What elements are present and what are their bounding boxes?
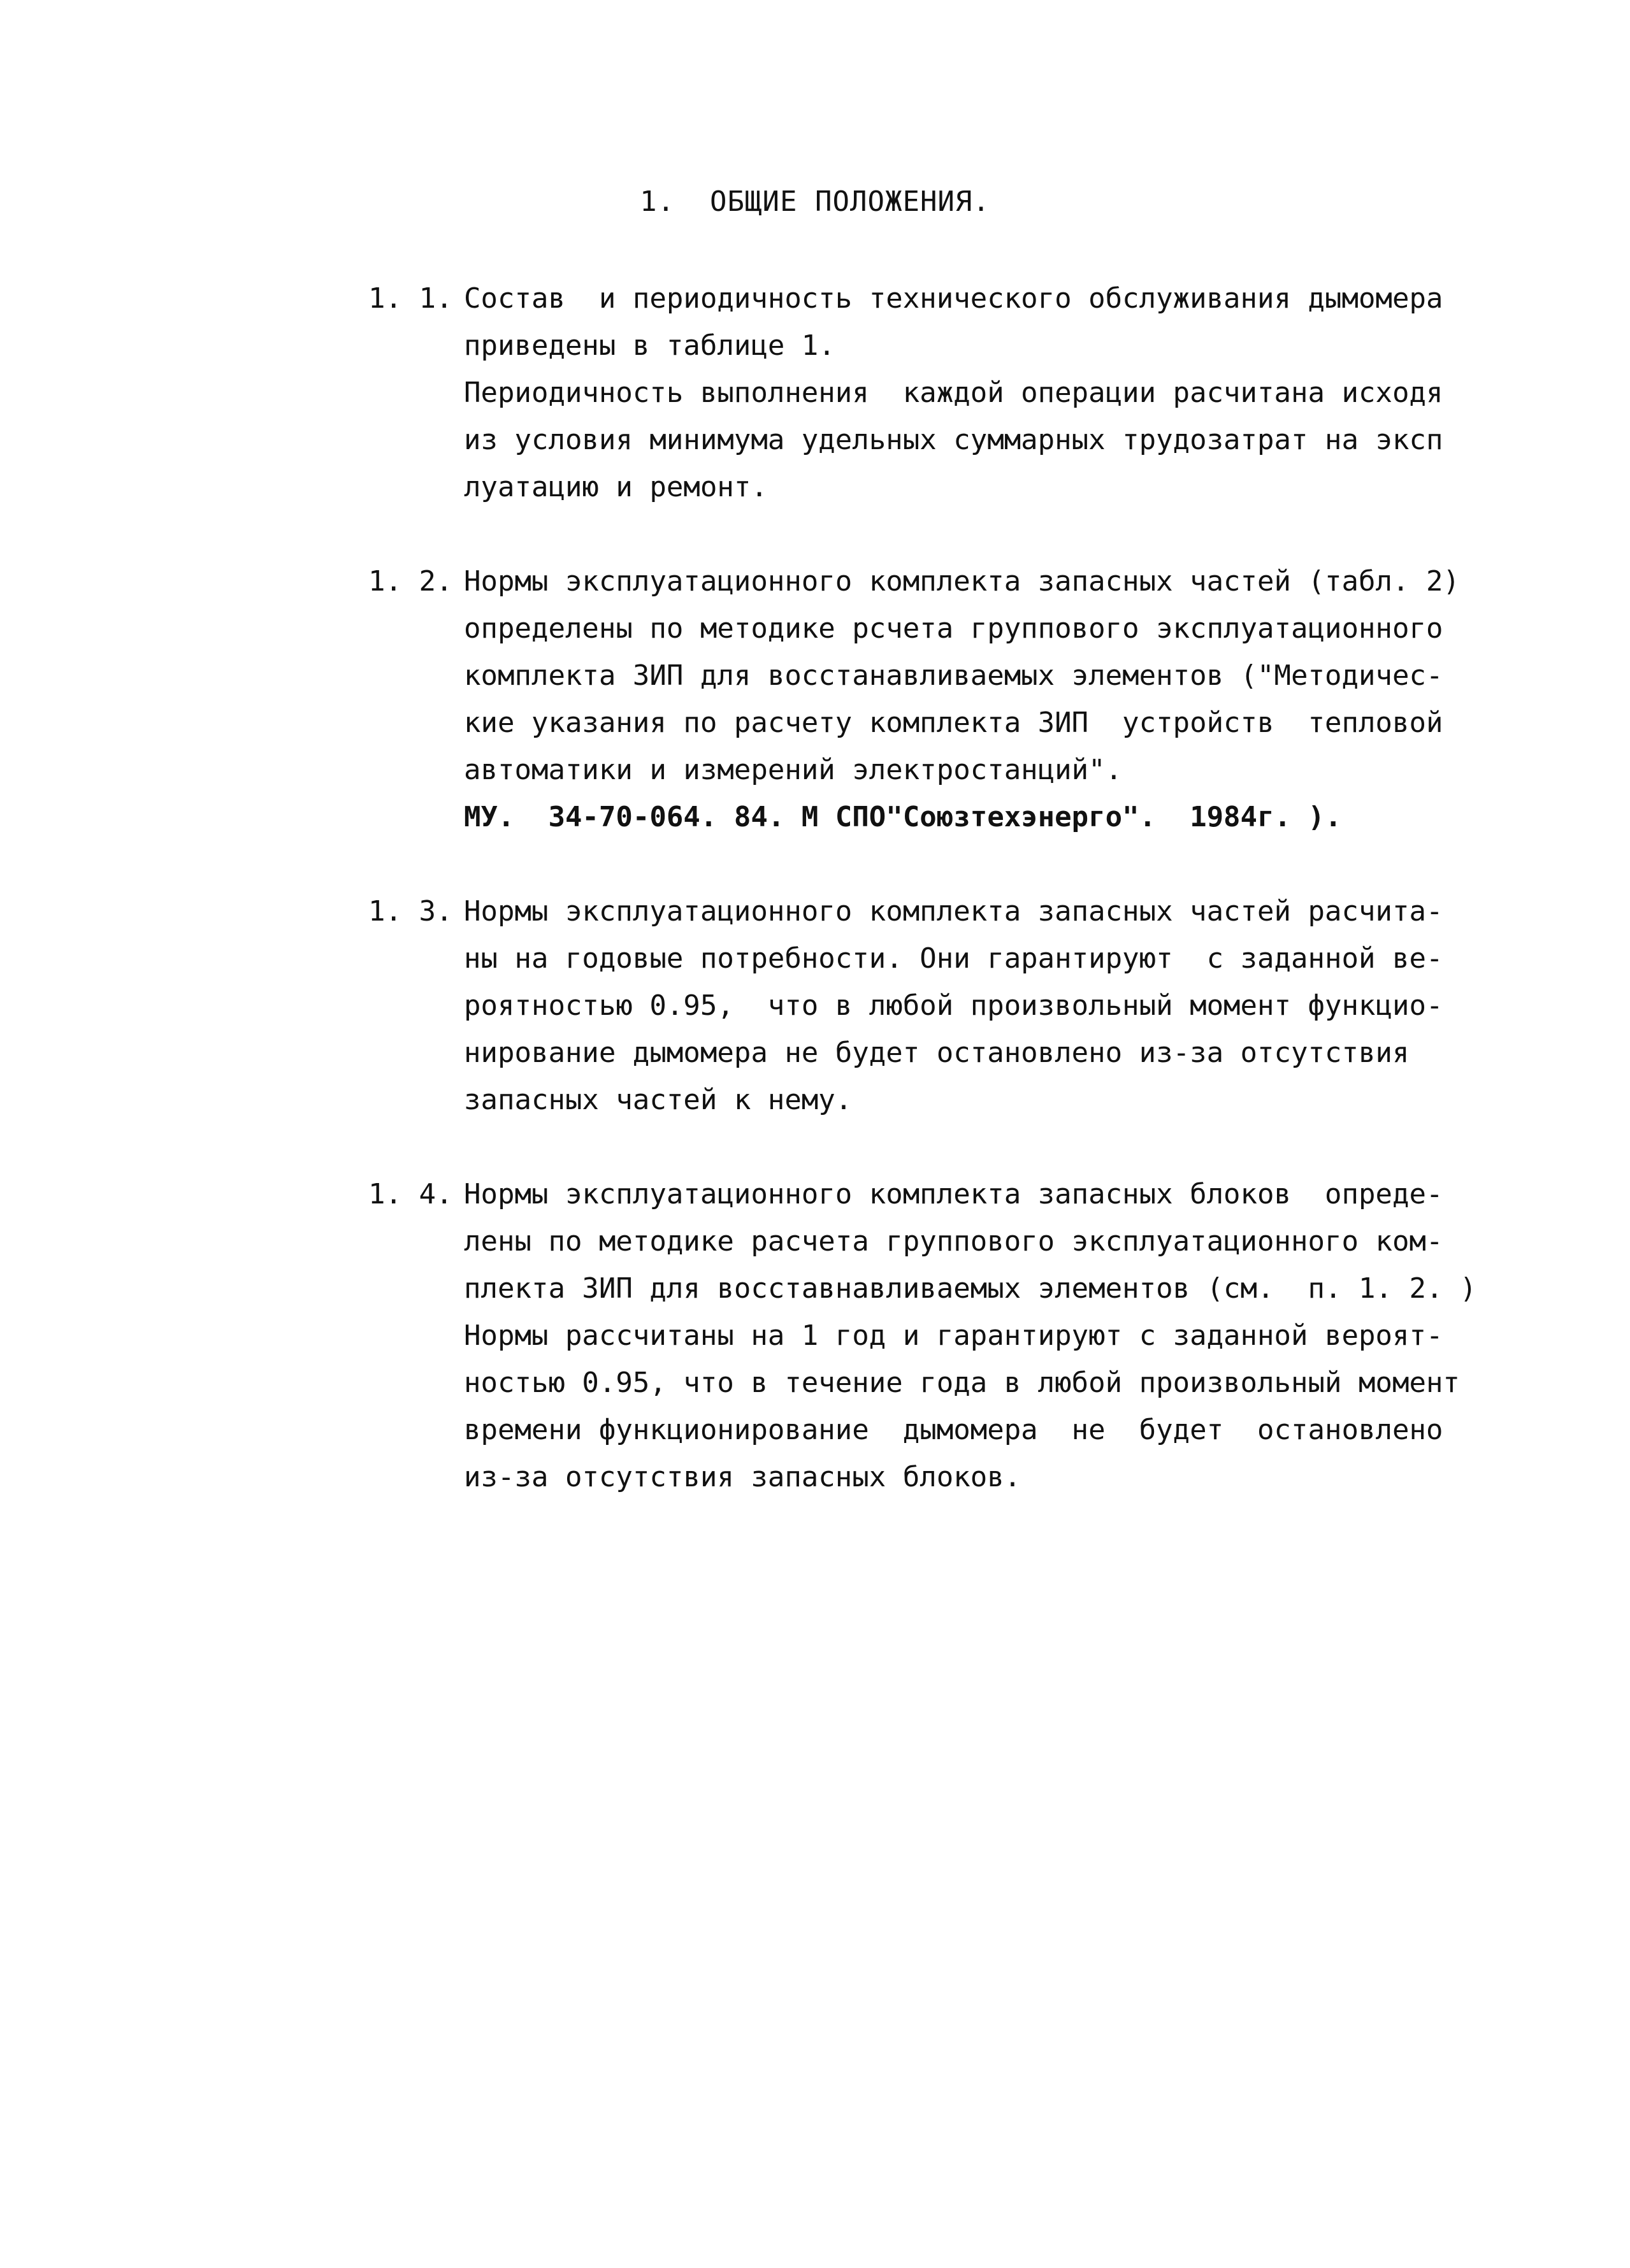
text-line: луатацию и ремонт. xyxy=(464,471,768,503)
text-line: автоматики и измерений электростанций". xyxy=(464,754,1123,786)
text-line: кие указания по расчету комплекта ЗИП устройств тепловой xyxy=(464,707,1443,739)
text-line: роятностью 0.95, что в любой произвольный момент функцио- xyxy=(464,989,1443,1022)
text-line: Периодичность выполнения каждой операции расчитана исходя xyxy=(464,377,1443,409)
section-body xyxy=(464,888,1560,1124)
page-title: 1. ОБЩИЕ ПОЛОЖЕНИЯ. xyxy=(640,185,990,218)
text-line: из условия минимума удельных суммарных трудозатрат на эксп xyxy=(464,424,1443,456)
text-line: нирование дымомера не будет остановлено из-за отсутствия xyxy=(464,1037,1410,1069)
section-number: 1. 3. xyxy=(368,895,453,928)
text-line: Нормы рассчитаны на 1 год и гарантируют с заданной вероят- xyxy=(464,1319,1443,1352)
section-number: 1. 1. xyxy=(368,282,453,315)
text-line: Нормы эксплуатационного комплекта запасных частей (табл. 2) xyxy=(464,565,1460,598)
text-line: ны на годовые потребности. Они гарантируют с заданной ве- xyxy=(464,942,1443,975)
text-line: Нормы эксплуатационного комплекта запасных частей расчита- xyxy=(464,895,1443,928)
section-number: 1. 4. xyxy=(368,1178,453,1210)
text-line: приведены в таблице 1. xyxy=(464,329,835,362)
section-body xyxy=(464,275,1560,511)
text-line: времени функционирование дымомера не будет остановлено xyxy=(464,1414,1443,1446)
section-body xyxy=(464,558,1560,841)
text-line: определены по методике рсчета группового эксплуатационного xyxy=(464,612,1443,645)
text-line: Нормы эксплуатационного комплекта запасных блоков опреде- xyxy=(464,1178,1443,1210)
section-number: 1. 2. xyxy=(368,565,453,598)
text-line: комплекта ЗИП для восстанавливаемых элементов ("Методичес- xyxy=(464,659,1443,692)
text-line: плекта ЗИП для восставнавливаемых элементов (см. п. 1. 2. ) xyxy=(464,1272,1477,1305)
text-line: лены по методике расчета группового эксплуатационного ком- xyxy=(464,1225,1443,1258)
section-body xyxy=(464,1171,1560,1501)
text-line: из-за отсутствия запасных блоков. xyxy=(464,1461,1021,1493)
text-line: ностью 0.95, что в течение года в любой произвольный момент xyxy=(464,1367,1460,1399)
text-line: Состав и периодичность технического обслуживания дымомера xyxy=(464,282,1443,315)
text-line: МУ. 34-70-064. 84. М СПО"Союзтехэнерго". 1984г. ). xyxy=(464,801,1342,833)
text-line: запасных частей к нему. xyxy=(464,1084,853,1116)
